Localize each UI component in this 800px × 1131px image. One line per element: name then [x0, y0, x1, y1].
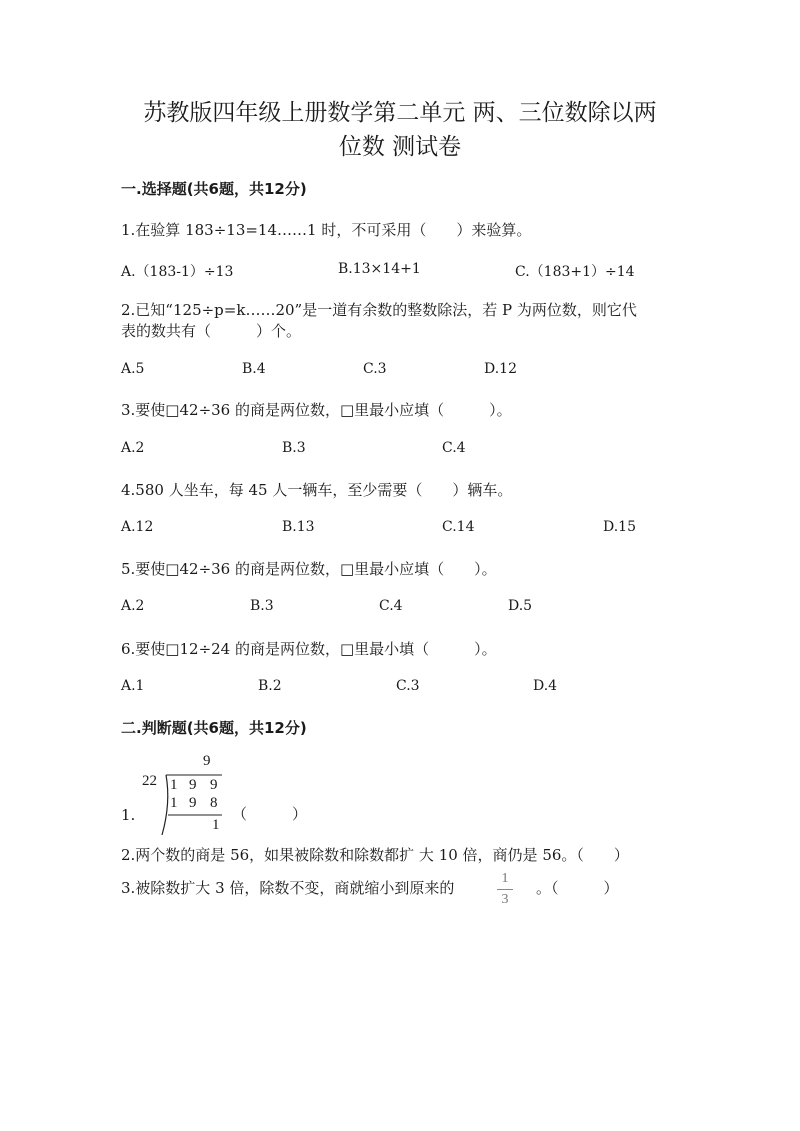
q3-option-b: B.3 — [282, 440, 306, 456]
q1-option-a: A.（183-1）÷13 — [121, 264, 234, 280]
question-5-stem: 5.要使□42÷36 的商是两位数，□里最小应填（ ）。 — [121, 560, 497, 578]
q5-option-b: B.3 — [250, 598, 274, 614]
judgement-2: 2.两个数的商是 56，如果被除数和除数都扩 大 10 倍，商仍是 56。（ ） — [121, 846, 629, 864]
q5-option-a: A.2 — [121, 598, 145, 614]
q5-option-c: C.4 — [379, 598, 403, 614]
q3-option-a: A.2 — [121, 440, 145, 456]
dividend-digit-3: 9 — [210, 777, 218, 793]
q2-option-a: A.5 — [121, 361, 145, 377]
long-division-remainder: 1 — [212, 817, 220, 833]
q2-option-d: D.12 — [484, 361, 517, 377]
q3-option-c: C.4 — [442, 440, 466, 456]
q2-option-b: B.4 — [242, 361, 266, 377]
q6-option-a: A.1 — [121, 678, 145, 694]
question-3-stem: 3.要使□42÷36 的商是两位数，□里最小应填（ ）。 — [121, 401, 512, 419]
q1-option-b: B.13×14+1 — [338, 261, 421, 277]
q4-option-b: B.13 — [282, 519, 315, 535]
long-division-quotient: 9 — [203, 753, 211, 769]
section-heading-judgement: 二.判断题(共6题，共12分) — [121, 719, 307, 737]
q6-option-d: D.4 — [533, 678, 558, 694]
judgement-1-number: 1. — [121, 806, 136, 824]
judgement-3-paren: 。（ ） — [536, 879, 619, 897]
q4-option-c: C.14 — [442, 519, 475, 535]
fraction-bar — [497, 889, 513, 890]
q5-option-d: D.5 — [508, 598, 533, 614]
judgement-3-text: 3.被除数扩大 3 倍，除数不变，商就缩小到原来的 — [121, 879, 455, 897]
question-2-stem-line1: 2.已知“125÷p=k……20”是一道有余数的整数除法，若 P 为两位数，则它代 — [121, 301, 637, 319]
q6-option-c: C.3 — [396, 678, 420, 694]
page-title-line2: 位数 测试卷 — [338, 134, 462, 160]
question-6-stem: 6.要使□12÷24 的商是两位数，□里最小填（ ）。 — [121, 640, 497, 658]
q6-option-b: B.2 — [258, 678, 282, 694]
question-1-stem: 1.在验算 183÷13=14……1 时，不可采用（ ）来验算。 — [121, 221, 532, 239]
q1-option-c: C.（183+1）÷14 — [515, 264, 635, 280]
long-division-figure — [140, 753, 230, 838]
question-4-stem: 4.580 人坐车，每 45 人一辆车，至少需要（ ）辆车。 — [121, 481, 513, 499]
judgement-1-paren: （ ） — [232, 805, 308, 823]
page-title-line1: 苏教版四年级上册数学第二单元 两、三位数除以两 — [143, 100, 657, 126]
product-digit-1: 1 — [170, 795, 178, 811]
fraction-numerator: 1 — [501, 871, 509, 886]
question-2-stem-line2: 表的数共有（ ）个。 — [121, 322, 302, 340]
q4-option-d: D.15 — [603, 519, 636, 535]
section-heading-choice: 一.选择题(共6题，共12分) — [121, 180, 307, 198]
product-digit-2: 9 — [189, 795, 197, 811]
long-division-divisor: 22 — [142, 773, 157, 789]
q2-option-c: C.3 — [363, 361, 387, 377]
product-digit-3: 8 — [210, 795, 218, 811]
dividend-digit-1: 1 — [170, 777, 178, 793]
q4-option-a: A.12 — [121, 519, 154, 535]
dividend-digit-2: 9 — [189, 777, 197, 793]
fraction-one-third — [497, 871, 513, 908]
fraction-denominator: 3 — [501, 892, 509, 907]
